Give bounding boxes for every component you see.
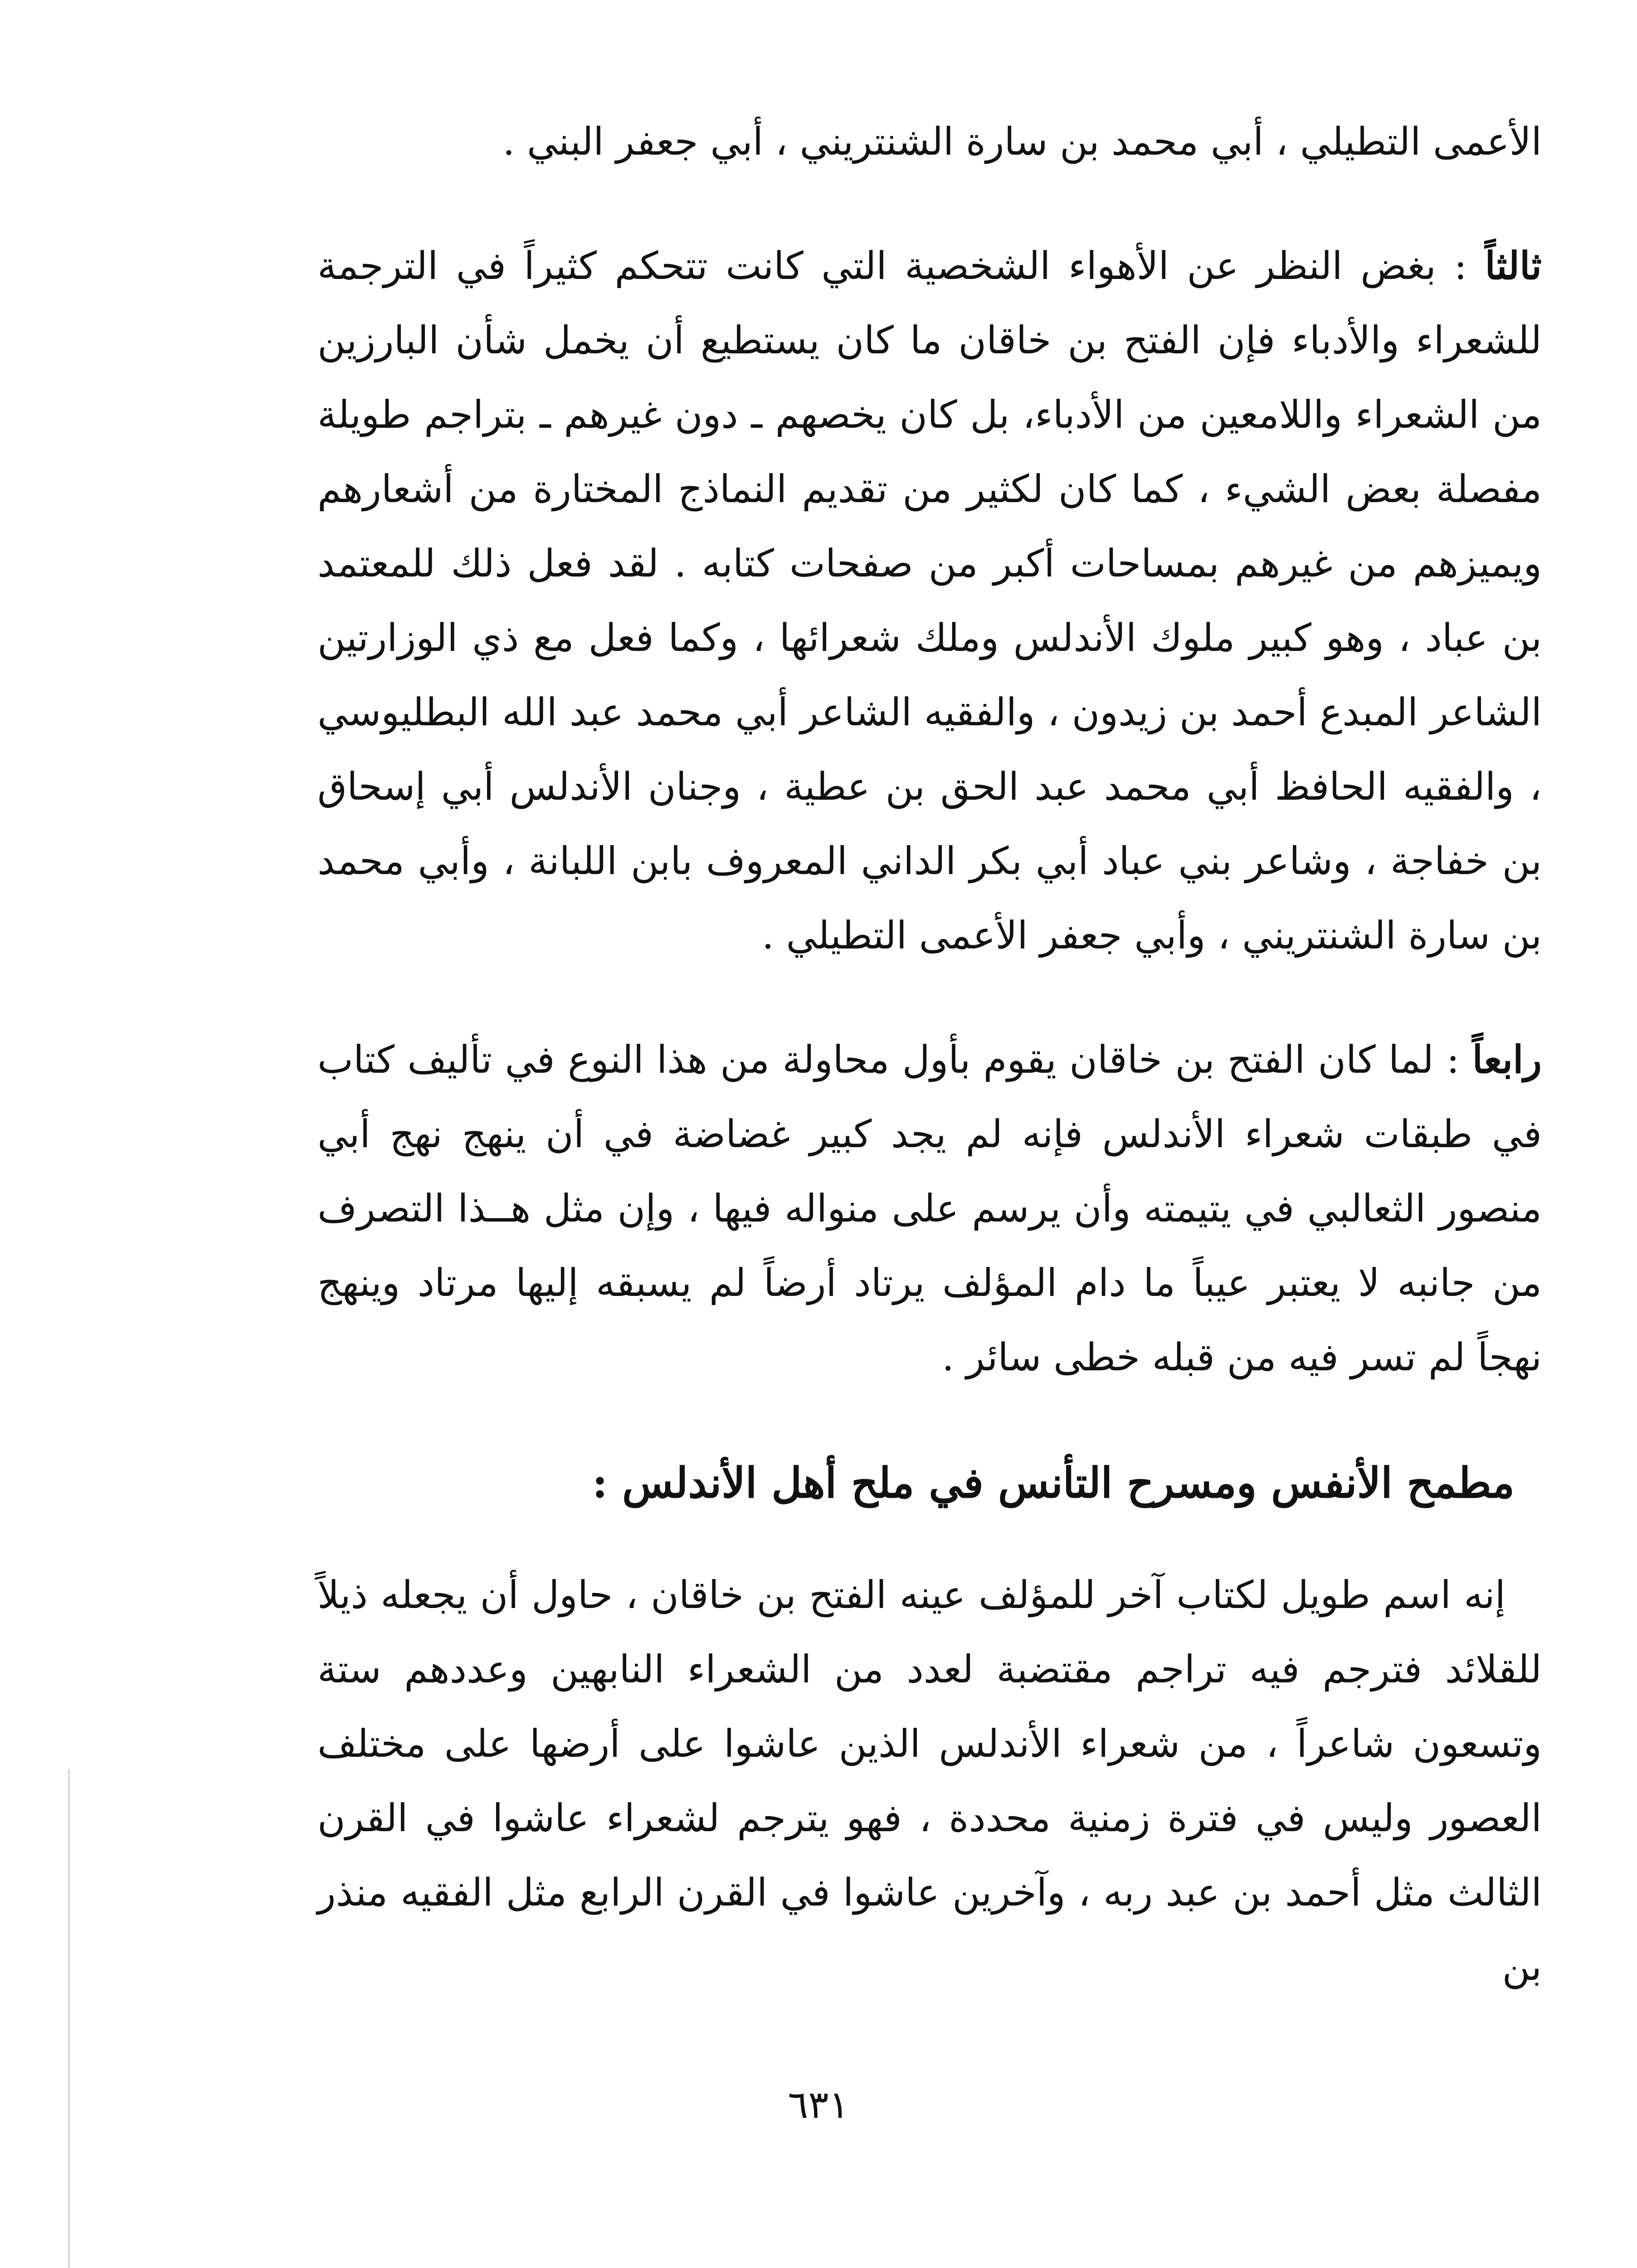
fourth-point-text: : لما كان الفتح بن خاقان يقوم بأول محاولة من هذا النوع في تأليف كتاب في طبقات شعراء الأندلس فإنه لم يجد كبير غضاضة في أن ينهج نهج أبي منصور الثعالبي في يتيمته وأن يرسم على منواله فيها ، وإن مثل هــذا التصرف من جانبه لا يعتبر عيباً ما دام المؤلف يرتاد أرضاً لم يسبقه إليها مرتاد وينهج نهجاً لم تسر فيه من قبله خطى سائر . — [317, 1037, 1542, 1379]
page-text-column — [317, 104, 1542, 2004]
third-point-lead: ثالثاً — [1485, 243, 1542, 288]
section-paragraph: إنه اسم طويل لكتاب آخر للمؤلف عينه الفتح بن خاقان ، حاول أن يجعله ذيلاً للقلائد فترجم فيه تراجم مقتضبة لعدد من الشعراء النابهين وعددهم ستة وتسعون شاعراً ، من شعراء الأندلس الذين عاشوا على أرضها على مختلف العصور وليس في فترة زمنية محددة ، فهو يترجم لشعراء عاشوا في القرن الثالث مثل أحمد بن عبد ربه ، وآخرين عاشوا في القرن الرابع مثل الفقيه منذر بن — [317, 1573, 1542, 1989]
third-point-text: : بغض النظر عن الأهواء الشخصية التي كانت تتحكم كثيراً في الترجمة للشعراء والأدباء فإن الفتح بن خاقان ما كان يستطيع أن يخمل شأن البارزين من الشعراء واللامعين من الأدباء، بل كان يخصهم ـ دون غيرهم ـ بتراجم طويلة مفصلة بعض الشيء ، كما كان لكثير من تقديم النماذج المختارة من أشعارهم ويميزهم من غيرهم بمساحات أكبر من صفحات كتابه . لقد فعل ذلك للمعتمد بن عباد ، وهو كبير ملوك الأندلس وملك شعرائها ، وكما فعل مع ذي الوزارتين الشاعر المبدع أحمد بن زيدون ، والفقيه الشاعر أبي محمد عبد الله البطليوسي ، والفقيه الحافظ أبي محمد عبد الحق بن عطية ، وجنان الأندلس أبي إسحاق بن خفاجة ، وشاعر بني عباد أبي بكر الداني المعروف بابن اللبانة ، وأبي محمد بن سارة الشنتريني ، وأبي جعفر الأعمى التطيلي . — [317, 244, 1542, 958]
fourth-point-lead: رابعاً — [1472, 1037, 1542, 1082]
continuation-paragraph: الأعمى التطيلي ، أبي محمد بن سارة الشنتريني ، أبي جعفر البني . — [502, 119, 1542, 164]
section-heading: مطمح الأنفس ومسرح التأنس في ملح أهل الأندلس : — [592, 1458, 1515, 1507]
scan-margin-line — [68, 1769, 70, 2268]
third-point-paragraph — [317, 229, 1542, 973]
page-number: ٦٣١ — [788, 2082, 849, 2127]
fourth-point-paragraph — [317, 1022, 1542, 1394]
